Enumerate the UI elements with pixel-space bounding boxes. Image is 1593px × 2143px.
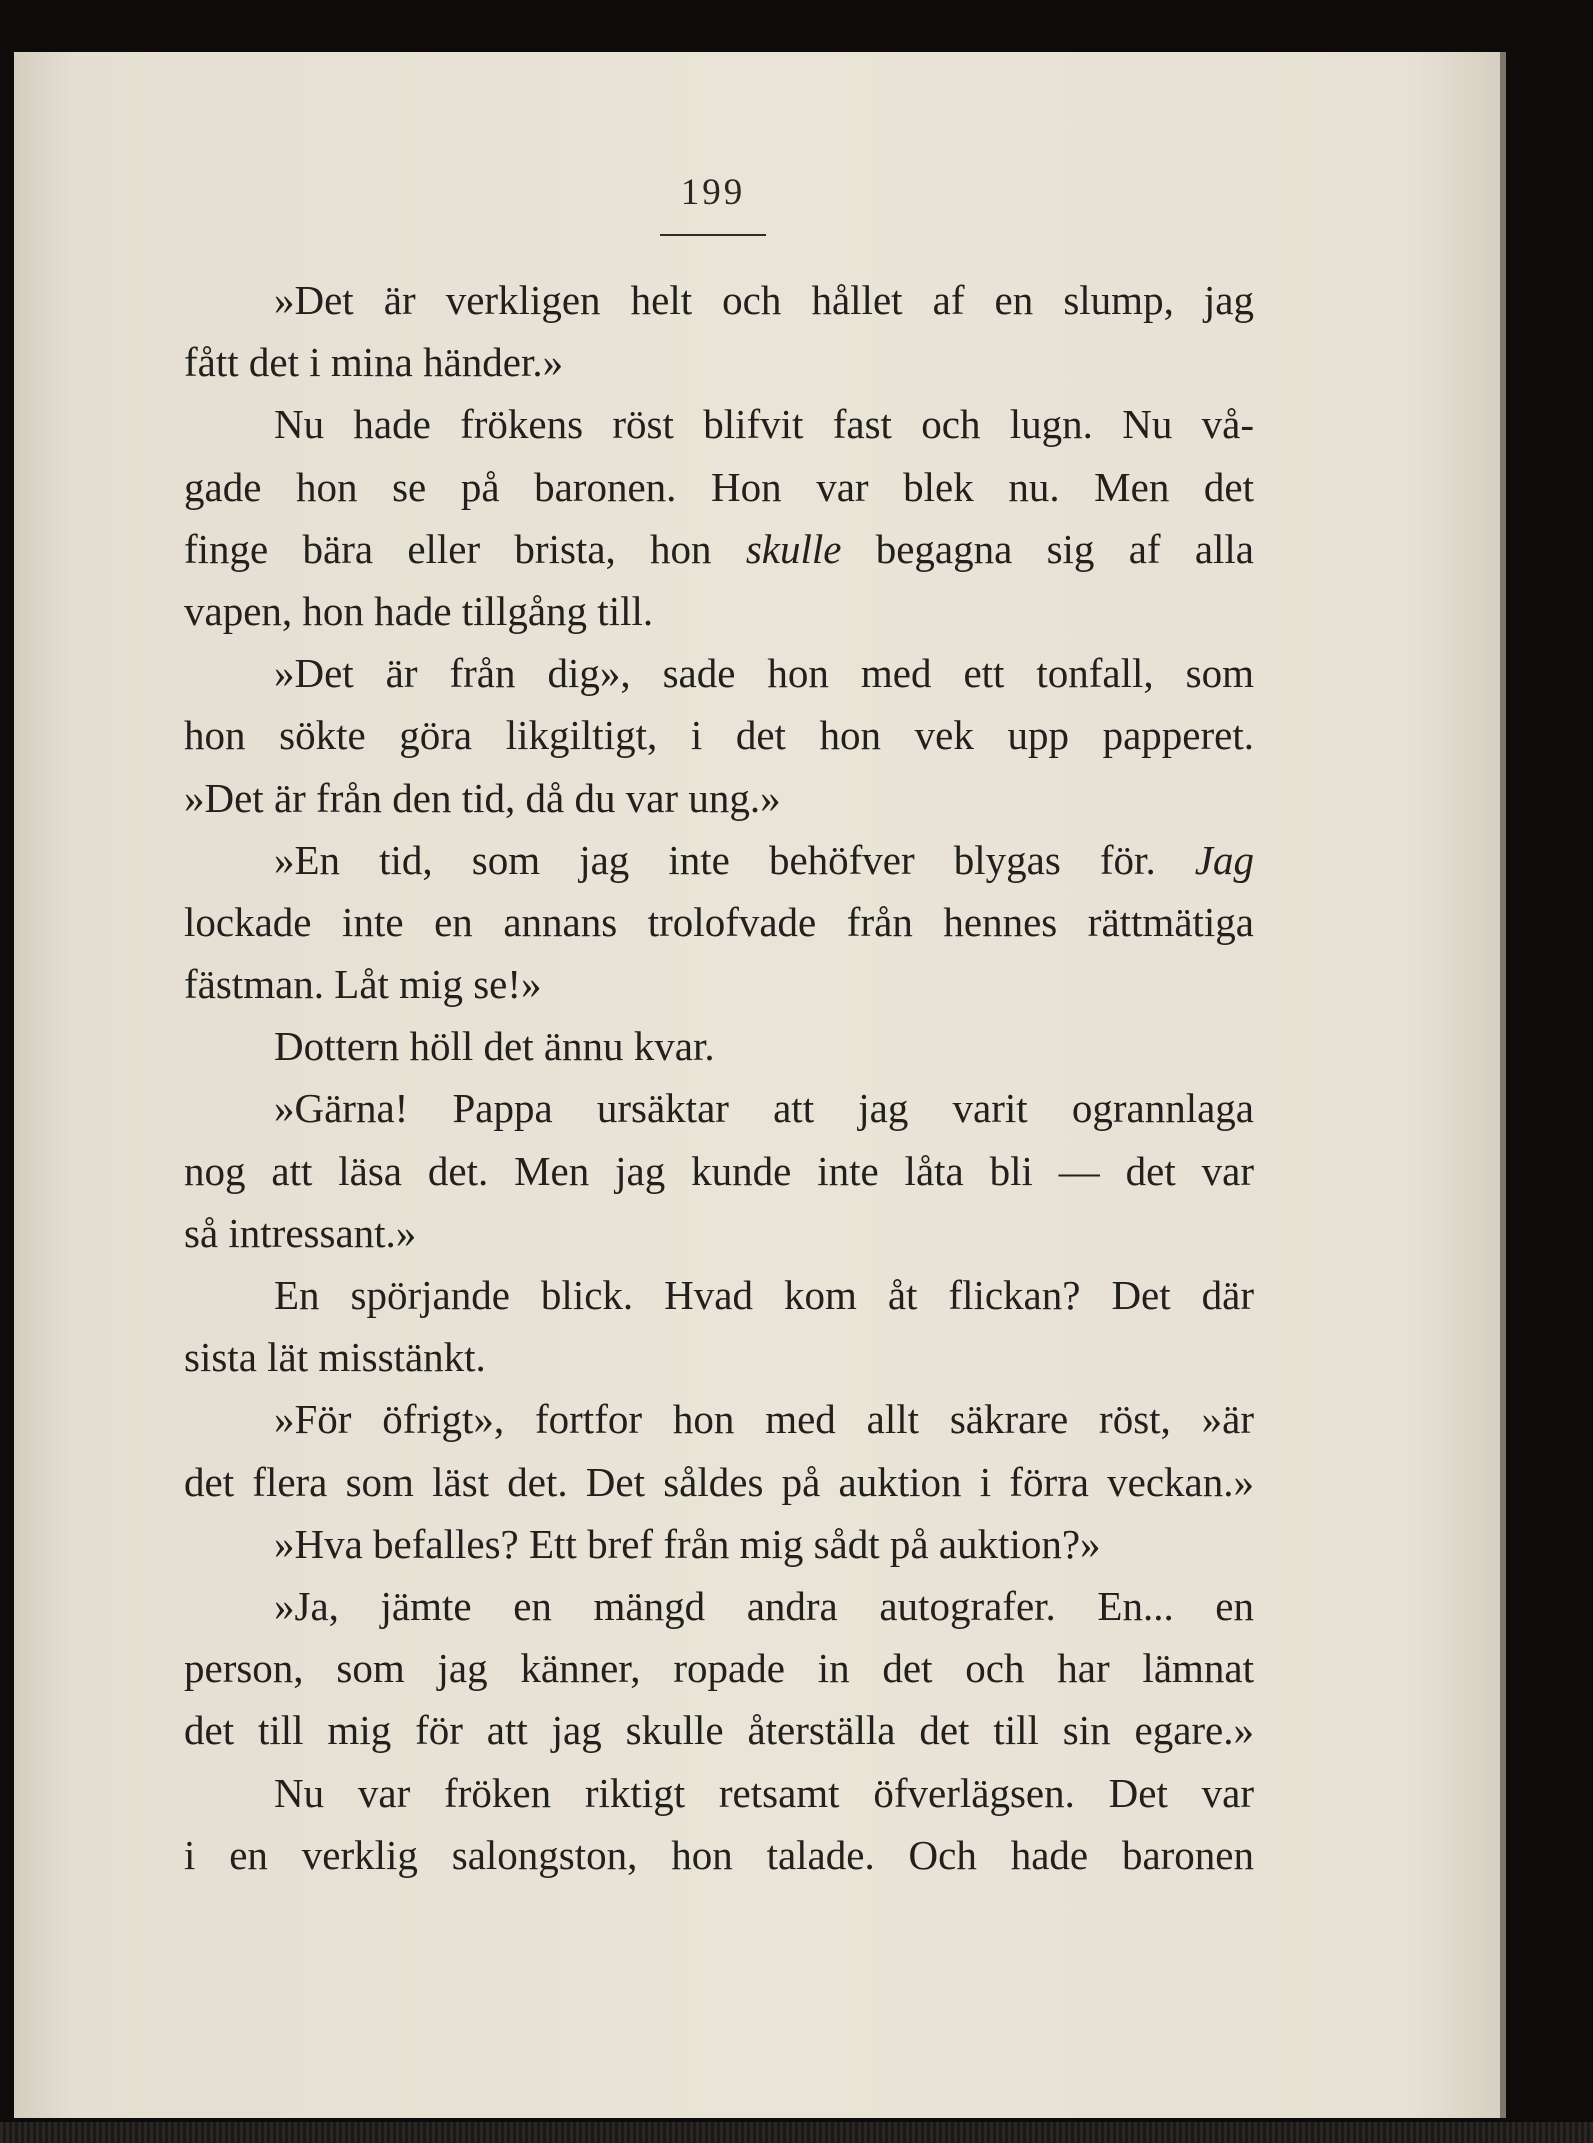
text-line: nog att läsa det. Men jag kunde inte låta bli — det var (184, 1147, 1254, 1194)
text-line: Nu var fröken riktigt retsamt öfverlägsen. Det var (274, 1769, 1254, 1816)
page-number-rule (660, 234, 766, 236)
text-line: så intressant.» (184, 1209, 417, 1256)
text-line: »Gärna! Pappa ursäktar att jag varit ogrannlaga (274, 1085, 1254, 1132)
text-line (184, 829, 1254, 891)
body-text (184, 269, 1254, 1886)
italic-emphasis: skulle (745, 525, 842, 572)
page-number: 199 (680, 172, 746, 213)
text-line: hon sökte göra likgiltigt, i det hon vek upp papperet. (184, 712, 1254, 759)
text-line: lockade inte en annans trolofvade från hennes rättmätiga (184, 898, 1254, 945)
text-line: »Det är verkligen helt och hållet af en slump, jag (274, 277, 1254, 323)
text-line: Nu hade frökens röst blifvit fast och lugn. Nu vå- (274, 401, 1254, 448)
text-line: fått det i mina händer.» (184, 339, 564, 386)
text-line: »Hva befalles? Ett bref från mig sådt på auktion?» (274, 1520, 1101, 1567)
text-run: begagna sig af alla (841, 525, 1254, 572)
text-line: vapen, hon hade tillgång till. (184, 587, 654, 634)
text-line: det flera som läst det. Det såldes på auktion i förra veckan.» (184, 1458, 1254, 1505)
text-run: »En tid, som jag inte behöfver blygas för. (274, 836, 1195, 883)
text-line: sista lät misstänkt. (184, 1334, 486, 1381)
italic-emphasis: Jag (1194, 836, 1254, 883)
text-line: »Ja, jämte en mängd andra autografer. En... en (274, 1582, 1254, 1629)
text-run: finge bära eller brista, hon (184, 525, 746, 572)
text-line: »Det är från den tid, då du var ung.» (184, 774, 781, 821)
text-line: En spörjande blick. Hvad kom åt flickan? Det där (274, 1272, 1254, 1318)
text-line: fästman. Låt mig se!» (184, 961, 542, 1008)
text-line: i en verklig salongston, hon talade. Och hade baronen (184, 1831, 1254, 1878)
text-line: »Det är från dig», sade hon med ett tonfall, som (274, 650, 1254, 697)
text-line: det till mig för att jag skulle återställa det till sin egare.» (184, 1707, 1254, 1754)
text-line (184, 518, 1254, 580)
scan-top-edge (0, 0, 1593, 40)
scan-bottom-edge (0, 2122, 1593, 2143)
text-line: person, som jag känner, ropade in det och har lämnat (184, 1645, 1254, 1692)
text-line: »För öfrigt», fortfor hon med allt säkrare röst, »är (274, 1396, 1254, 1443)
text-line: Dottern höll det ännu kvar. (274, 1023, 715, 1070)
text-line: gade hon se på baronen. Hon var blek nu. Men det (184, 463, 1254, 510)
